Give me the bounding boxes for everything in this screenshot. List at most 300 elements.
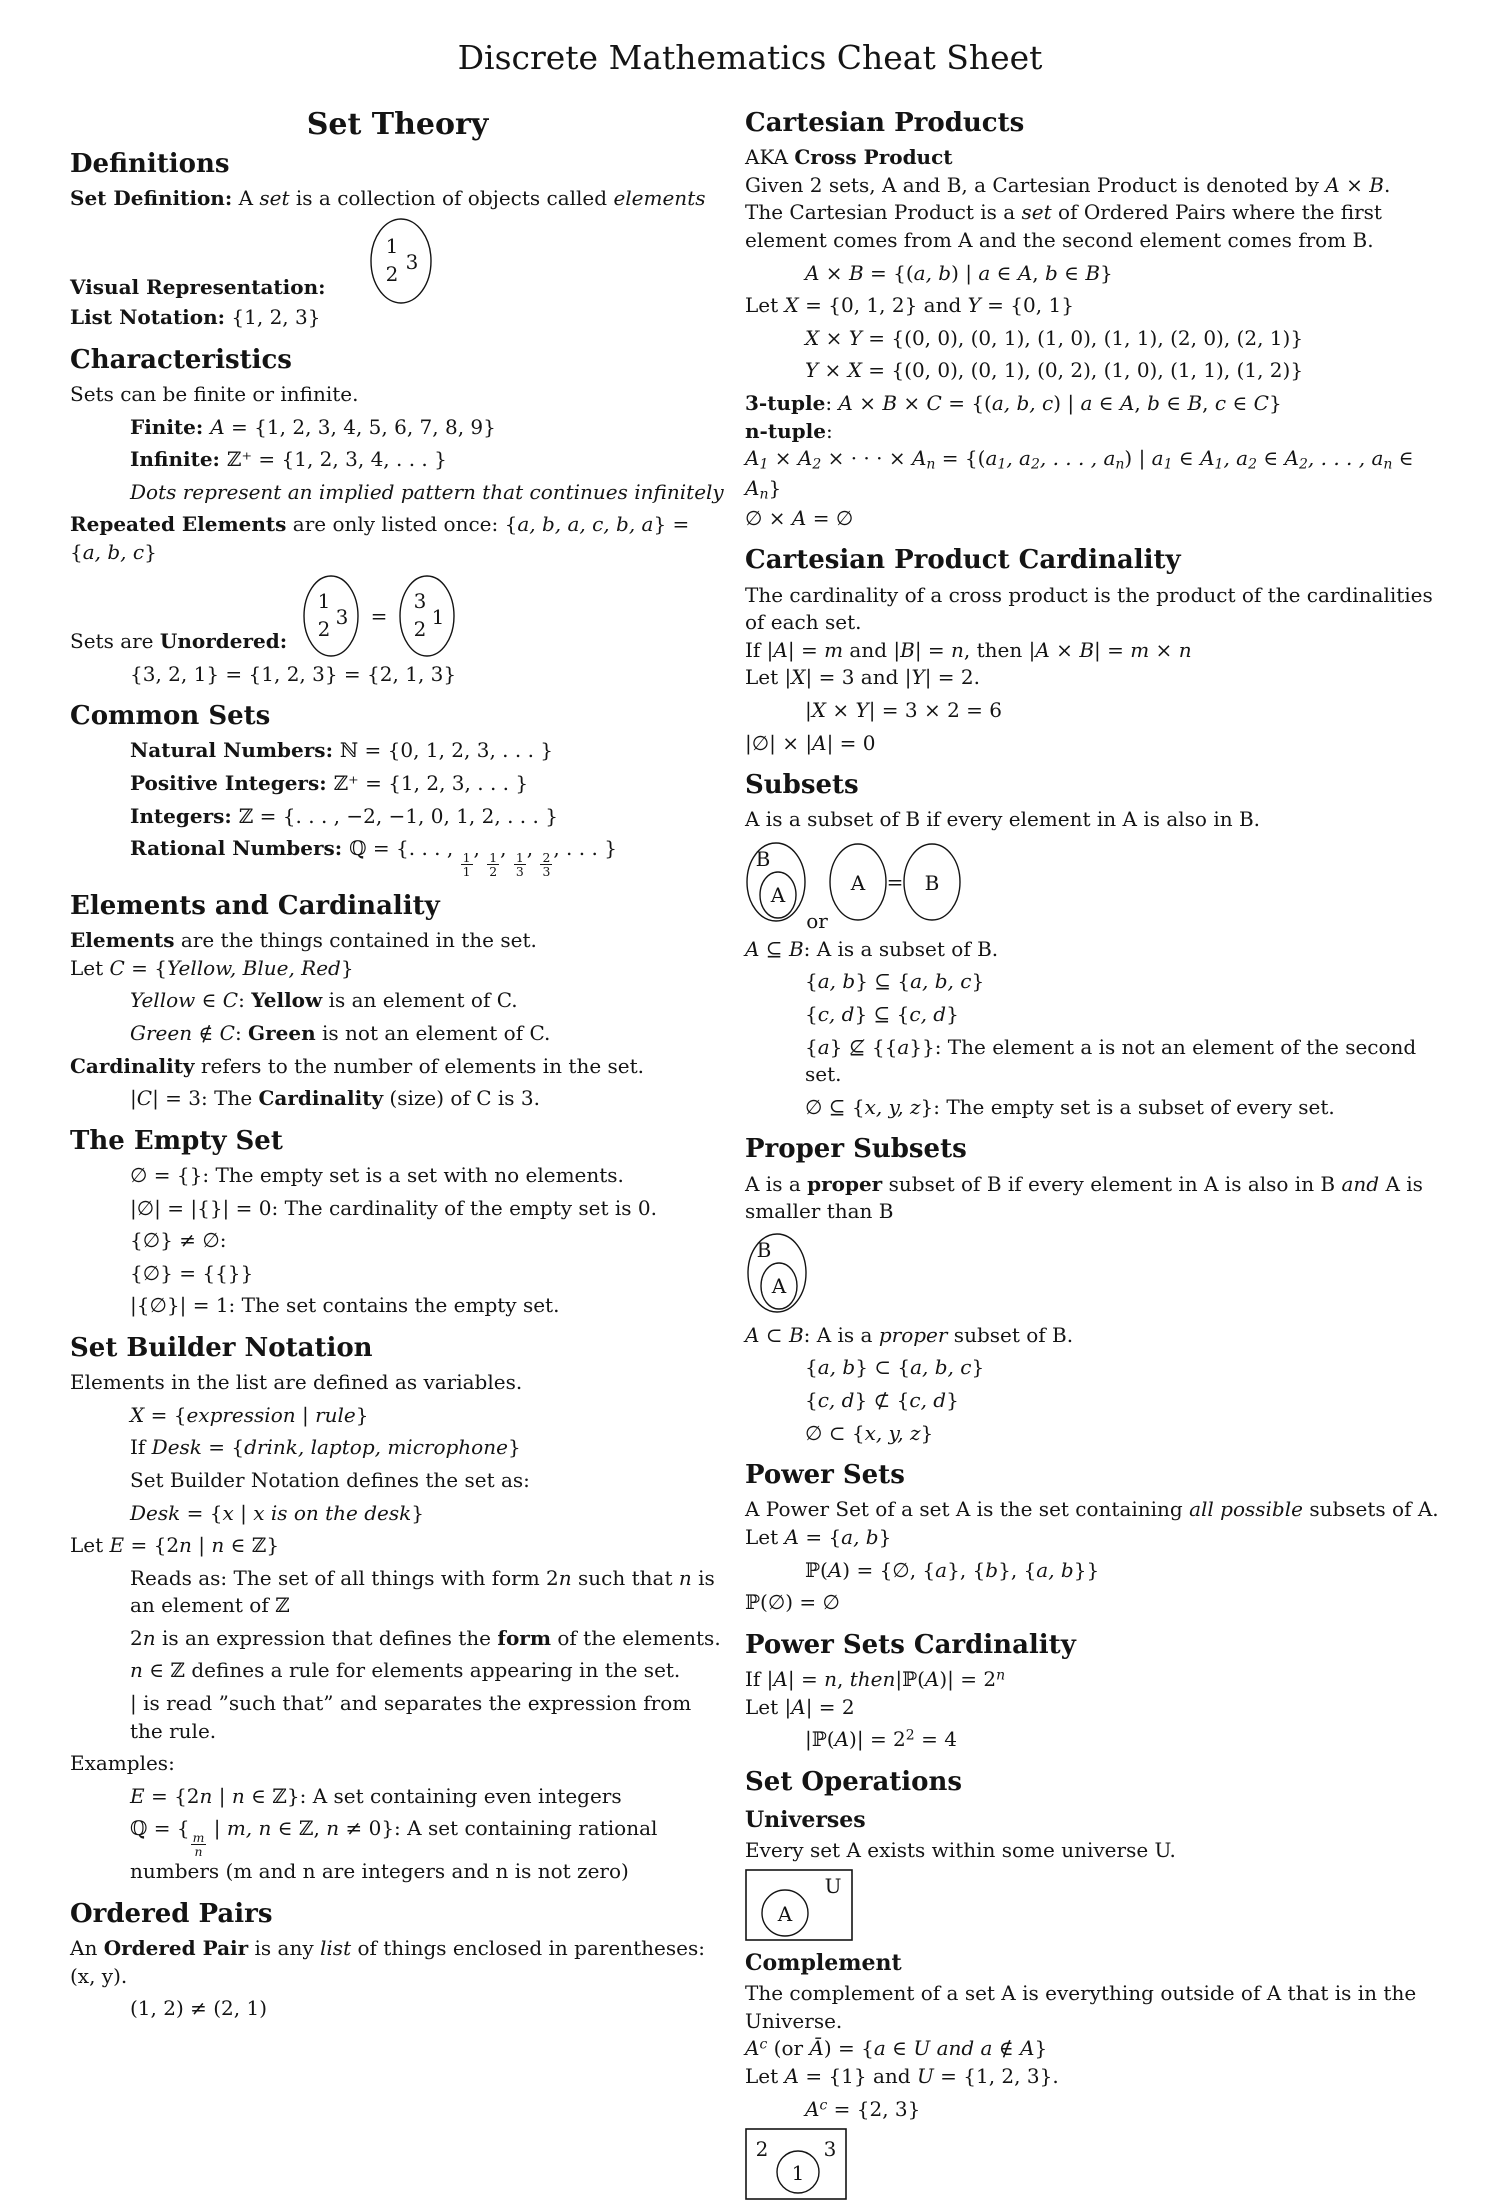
text-segment: An <box>70 1936 104 1961</box>
text-segment: ∈ <box>1226 390 1254 415</box>
fraction-denominator: 2 <box>489 864 498 880</box>
text-segment: ≠ 0}: A set containing rational numbers (m and n are integers and n is not zero) <box>130 1816 658 1884</box>
text-segment: B <box>1187 390 1203 415</box>
text-segment: } <box>946 1002 959 1027</box>
text-segment: : <box>234 1021 249 1045</box>
text-line <box>70 927 725 955</box>
left-column <box>70 108 725 2028</box>
text-segment: : <box>825 418 833 443</box>
section-heading-proper-subsets: Proper Subsets <box>745 1134 967 1165</box>
text-segment: Desk <box>151 1435 202 1460</box>
text-segment: Y <box>848 325 862 350</box>
text-segment: Positive Integers: <box>130 771 334 795</box>
text-segment: Let <box>70 955 110 980</box>
text-segment: x <box>222 1500 234 1525</box>
text-segment: }, { <box>947 1557 986 1582</box>
text-line <box>745 418 1445 446</box>
text-segment: m <box>824 637 844 662</box>
text-line <box>745 1694 1445 1722</box>
text-segment: = {( <box>863 260 914 285</box>
text-segment: a, b, a, c, b, a <box>517 512 654 537</box>
text-segment: }} <box>1073 1557 1100 1582</box>
text-segment: ∈ <box>1392 446 1414 471</box>
text-segment: 2 <box>1030 456 1040 473</box>
text-segment: , <box>526 836 540 861</box>
text-segment: |ℙ( <box>805 1727 835 1752</box>
text-segment: b <box>985 1557 999 1582</box>
fraction <box>514 851 526 878</box>
text-segment: A <box>838 390 853 415</box>
section-heading-set-builder-notation: Set Builder Notation <box>70 1332 373 1363</box>
text-segment: } <box>1268 390 1282 415</box>
section-heading-common-sets: Common Sets <box>70 701 271 732</box>
text-segment: Yellow, Blue, Red <box>167 955 341 980</box>
text-line <box>130 1227 725 1255</box>
svg-text:2: 2 <box>413 616 427 641</box>
text-segment: | <box>207 1816 227 1841</box>
text-segment: × <box>768 446 798 471</box>
text-line <box>745 1171 1445 1226</box>
text-segment: n <box>926 456 936 473</box>
text-segment: B <box>900 637 915 662</box>
text-segment: ) | <box>951 260 979 285</box>
text-segment: B <box>1085 260 1101 285</box>
text-segment: Rational Numbers: <box>130 836 350 861</box>
text-segment: ∈ <box>885 2036 914 2061</box>
figure-label <box>70 274 326 302</box>
text-segment: Elements <box>70 928 175 953</box>
text-segment: Let <box>745 2064 785 2089</box>
text-segment: 1 <box>1163 456 1173 473</box>
text-line <box>70 1935 725 1990</box>
text-segment: m, n <box>226 1816 272 1841</box>
text-segment: C <box>219 1021 235 1045</box>
text-segment: n <box>824 1666 837 1691</box>
text-segment: A <box>1020 2036 1035 2061</box>
text-segment: , <box>1134 390 1148 415</box>
text-segment: = {0, 1} <box>980 293 1074 318</box>
text-segment: A <box>745 1322 760 1347</box>
text-segment: The cardinality of a cross product is the product of the cardinalities of each set. <box>745 582 1433 635</box>
text-segment: x, y, z <box>864 1420 921 1445</box>
text-segment: Elements in the list are defined as variables. <box>70 1370 523 1395</box>
text-segment: A <box>791 1694 806 1719</box>
figure-label <box>70 628 287 656</box>
text-segment: is any <box>248 1936 321 1961</box>
text-segment: | = 3: The <box>152 1086 259 1111</box>
text-segment: a, b <box>913 260 952 285</box>
subset-venn-icon <box>745 838 967 932</box>
text-segment: Sets can be finite or infinite. <box>70 382 359 407</box>
text-segment: = { <box>124 955 168 980</box>
nested-diagram <box>745 1230 1445 1318</box>
text-segment: , <box>836 1666 850 1691</box>
text-segment: C <box>136 1086 153 1111</box>
text-segment: A <box>1119 390 1135 415</box>
text-segment: m <box>1130 637 1150 662</box>
text-segment: × · · · × <box>821 446 912 471</box>
text-line <box>70 381 725 409</box>
text-segment: X <box>130 1402 145 1427</box>
text-segment: } <box>340 955 354 980</box>
text-segment: 2 <box>812 456 822 473</box>
text-segment: all possible <box>1189 1497 1303 1522</box>
text-line <box>70 511 725 566</box>
text-segment: A <box>745 475 760 500</box>
text-segment: | = 0 <box>826 730 876 755</box>
text-segment: ℤ = {. . . , −2, −1, 0, 1, 2, . . . } <box>238 803 558 828</box>
text-line <box>745 582 1445 637</box>
text-line <box>130 1565 725 1620</box>
svg-text:B: B <box>924 870 940 895</box>
text-segment: | = 2 <box>805 1694 855 1719</box>
text-segment: 1 <box>759 456 769 473</box>
text-segment: , . . . , a <box>1039 446 1116 471</box>
section-elements-and-cardinality <box>70 891 725 1113</box>
text-segment: n <box>142 1625 156 1650</box>
svg-text:B: B <box>756 1237 772 1262</box>
section-subsets <box>745 770 1445 1121</box>
text-segment: } ⊂ { <box>855 1355 911 1380</box>
fraction <box>461 851 473 878</box>
text-segment: = ∅ <box>806 505 854 530</box>
text-segment: Y <box>805 358 819 383</box>
text-segment: = {(0, 0), (0, 1), (1, 0), (1, 1), (2, 0), (2, 1)} <box>861 325 1304 350</box>
text-line <box>745 1589 1445 1617</box>
text-segment: A <box>773 1666 788 1691</box>
text-segment: } <box>971 969 985 994</box>
text-line <box>130 1657 725 1685</box>
text-segment: = {( <box>935 446 986 471</box>
text-segment: Finite: <box>130 414 211 439</box>
text-segment: X <box>791 665 806 690</box>
text-segment: If | <box>745 1666 774 1691</box>
text-line <box>130 446 725 474</box>
fraction-numerator: 1 <box>489 850 498 865</box>
text-segment: {3, 2, 1} = {1, 2, 3} = {2, 1, 3} <box>130 661 457 686</box>
text-segment: )| = 2 <box>849 1727 906 1752</box>
text-segment: : <box>825 390 839 415</box>
text-line <box>805 1034 1445 1089</box>
text-segment: are the things contained in the set. <box>174 928 537 953</box>
text-segment: a <box>978 260 991 285</box>
text-segment: Every set A exists within some universe U. <box>745 1838 1176 1863</box>
svg-text:A: A <box>777 1901 793 1926</box>
text-line <box>130 1292 725 1320</box>
text-segment: × <box>818 358 848 383</box>
text-segment: subsets of A. <box>1302 1497 1439 1522</box>
text-line <box>130 1402 725 1430</box>
section-proper-subsets <box>745 1134 1445 1447</box>
text-line <box>130 835 725 878</box>
fraction-denominator: 3 <box>542 864 551 880</box>
text-segment: and <box>1341 1171 1380 1196</box>
text-segment: } = { <box>70 512 690 565</box>
text-segment: ∈ <box>195 988 223 1013</box>
text-segment: : A is a subset of B. <box>803 936 999 961</box>
text-line <box>805 1354 1445 1382</box>
text-segment: ∉ <box>192 1021 220 1045</box>
right-column-sections <box>745 108 1445 2200</box>
text-segment: } <box>878 1524 892 1549</box>
text-line <box>70 304 725 332</box>
text-segment: (size) of C is 3. <box>383 1086 540 1111</box>
text-segment: If <box>130 1435 152 1460</box>
section-heading-elements-and-cardinality: Elements and Cardinality <box>70 891 440 922</box>
text-line <box>70 1750 725 1778</box>
text-segment: Yellow <box>251 988 323 1013</box>
fraction-numerator: 1 <box>515 850 524 865</box>
text-segment: , . . . } <box>553 836 617 861</box>
section-heading-subsets: Subsets <box>745 770 859 801</box>
text-segment: a <box>935 1557 948 1582</box>
text-segment: is an element of C. <box>322 988 518 1013</box>
set-circle-icon <box>336 215 466 307</box>
ellipse3-diagram <box>70 215 725 301</box>
text-segment: Given 2 sets, A and B, a Cartesian Product is denoted by <box>745 172 1326 197</box>
text-segment: ∈ <box>1172 446 1201 471</box>
text-segment: ∈ <box>990 260 1018 285</box>
text-segment: n <box>231 1783 245 1808</box>
complement-icon <box>745 2128 847 2200</box>
text-segment: { <box>805 1034 818 1059</box>
text-segment: expression <box>186 1402 296 1427</box>
text-segment: ℙ( <box>805 1557 828 1582</box>
text-segment: ∈ ℤ} <box>224 1533 280 1558</box>
text-segment: is a collection of objects called <box>289 185 614 210</box>
text-segment: A <box>1325 172 1340 197</box>
text-segment: are only listed once: { <box>286 512 518 537</box>
svg-text:or: or <box>806 908 828 932</box>
text-segment: Let <box>745 293 785 318</box>
text-line <box>130 1783 725 1811</box>
fraction <box>540 851 552 878</box>
text-segment: a, b <box>817 969 856 994</box>
text-segment: ∈ ℤ}: A set containing even integers <box>244 1783 622 1808</box>
svg-text:=: = <box>370 603 388 628</box>
section-power-sets-cardinality <box>745 1630 1445 1754</box>
text-segment: a <box>873 2036 886 2061</box>
text-line <box>745 2063 1445 2091</box>
text-segment: Sets are <box>70 629 160 654</box>
text-line <box>745 1837 1445 1865</box>
text-segment: × <box>1049 637 1080 662</box>
text-segment: C <box>926 390 942 415</box>
text-segment: n <box>326 1816 340 1841</box>
text-segment: Set Builder Notation defines the set as: <box>130 1467 530 1492</box>
text-line <box>805 968 1445 996</box>
text-segment: : <box>238 988 252 1013</box>
svg-text:B: B <box>755 846 771 871</box>
text-segment: n <box>558 1565 572 1590</box>
text-segment: Cross Product <box>794 145 953 170</box>
page-title: Discrete Mathematics Cheat Sheet <box>457 38 1043 77</box>
subset-venn-diagram <box>745 838 1445 932</box>
text-segment: n <box>951 637 964 662</box>
text-segment: rule <box>315 1402 356 1427</box>
text-segment: | = 3 × 2 = 6 <box>868 697 1003 722</box>
text-segment: A <box>210 414 225 439</box>
text-segment: n <box>211 1533 225 1558</box>
text-segment: } <box>507 1435 521 1460</box>
text-segment: | <box>212 1783 232 1808</box>
text-segment: Examples: <box>70 1751 175 1776</box>
text-line <box>745 445 1445 505</box>
text-segment: Y <box>855 697 869 722</box>
fraction-numerator: m <box>192 1830 205 1846</box>
section-universes <box>745 1807 1445 1941</box>
text-line <box>130 1815 725 1885</box>
section-heading-definitions: Definitions <box>70 148 230 179</box>
text-segment: Reads as: The set of all things with form 2 <box>130 1565 559 1590</box>
ellipse3-figure <box>336 215 466 307</box>
text-segment: A <box>911 446 927 471</box>
text-segment: proper <box>807 1171 883 1196</box>
text-segment: } <box>144 540 157 565</box>
text-segment: A <box>745 2036 760 2061</box>
text-segment: ) | <box>1053 390 1081 415</box>
text-line <box>130 1162 725 1190</box>
text-segment: ) | <box>1124 446 1152 471</box>
svg-text:U: U <box>824 1873 842 1898</box>
text-segment: If | <box>745 637 774 662</box>
text-segment: | <box>805 697 812 722</box>
text-line <box>130 737 725 765</box>
text-segment: proper <box>878 1322 948 1347</box>
text-line <box>745 664 1445 692</box>
text-segment: The complement of a set A is everything outside of A that is in the Universe. <box>745 1981 1417 2033</box>
text-line <box>130 661 725 689</box>
section-heading-power-sets-cardinality: Power Sets Cardinality <box>745 1629 1076 1660</box>
text-segment: C <box>1253 390 1269 415</box>
text-segment: , then | <box>963 637 1036 662</box>
text-segment: × <box>897 390 927 415</box>
text-segment: A <box>1017 260 1033 285</box>
text-segment: ∈ <box>1092 390 1120 415</box>
text-segment: × <box>826 697 856 722</box>
text-segment: a, b, c <box>910 1355 972 1380</box>
text-segment: | <box>233 1500 254 1525</box>
section-heading-cartesian-products: Cartesian Products <box>745 108 1025 138</box>
text-segment: form <box>497 1625 551 1650</box>
text-segment: X <box>847 358 862 383</box>
text-segment: } <box>1100 260 1113 285</box>
text-line <box>70 955 725 983</box>
text-segment: | <box>191 1533 212 1558</box>
text-segment: refers to the number of elements in the set. <box>194 1053 645 1078</box>
text-segment: × <box>852 390 883 415</box>
text-segment: = {0, 1, 2} and <box>798 293 968 318</box>
text-segment: Repeated Elements <box>70 512 287 537</box>
text-segment: 2 <box>1248 456 1257 473</box>
text-segment: | = 3 and | <box>805 665 912 690</box>
text-segment: and <box>936 2036 975 2061</box>
svg-text:2: 2 <box>385 262 398 287</box>
section-heading-complement: Complement <box>745 1949 902 1976</box>
text-line <box>130 1625 725 1653</box>
text-segment: A <box>784 1524 799 1549</box>
text-segment: subset of B if every element in A is also in B <box>882 1171 1342 1196</box>
universe-diagram <box>745 1869 1445 1941</box>
text-segment: ∈ ℤ, <box>271 1816 327 1841</box>
text-segment: Unordered: <box>159 629 288 654</box>
text-line <box>805 2096 1445 2124</box>
text-segment: A <box>791 505 807 530</box>
text-segment: A <box>797 446 813 471</box>
text-line <box>745 172 1445 200</box>
text-segment: A <box>784 2064 799 2089</box>
svg-text:A: A <box>770 882 786 907</box>
text-segment: | is read ”such that” and separates the expression from the rule. <box>130 1691 692 1743</box>
text-segment: A <box>924 1666 940 1691</box>
text-segment: ⊆ <box>759 936 789 961</box>
text-segment: a <box>980 2036 993 2061</box>
text-segment: × <box>819 260 849 285</box>
text-segment: a, b, c <box>82 540 145 565</box>
text-segment: c, d <box>817 1002 855 1027</box>
text-segment: Let <box>70 1533 110 1558</box>
complement-diagram <box>745 2128 1445 2200</box>
text-segment: elements <box>613 185 706 210</box>
text-segment: = {2 <box>144 1783 200 1808</box>
text-segment: of Ordered Pairs where the first element comes from A and the second element comes from B. <box>745 200 1382 252</box>
text-segment: } <box>411 1500 425 1525</box>
text-segment: 3-tuple <box>745 390 826 415</box>
text-segment: AKA <box>745 145 795 170</box>
text-segment: A <box>827 1557 843 1582</box>
text-line <box>805 1726 1445 1754</box>
text-segment: = {2 <box>124 1533 180 1558</box>
text-segment: Green <box>248 1021 316 1045</box>
text-segment: Let | <box>745 1694 792 1719</box>
text-segment: ℕ = {0, 1, 2, 3, . . . } <box>339 738 554 763</box>
text-segment: = {1, 2, 3, 4, 5, 6, 7, 8, 9} <box>224 414 496 439</box>
text-segment: c <box>1214 390 1227 415</box>
text-segment: Dots represent an implied pattern that continues infinitely <box>130 479 724 504</box>
text-line <box>805 1094 1445 1122</box>
text-segment: , a <box>1006 446 1031 471</box>
text-segment: ℙ(∅) = ∅ <box>745 1590 840 1615</box>
text-segment: { <box>805 1002 818 1027</box>
svg-text:3: 3 <box>413 588 427 613</box>
text-segment: Y <box>967 293 981 318</box>
text-segment: { <box>805 1388 818 1412</box>
text-segment: Let <box>745 1524 785 1549</box>
text-segment: Set Definition: <box>70 185 233 210</box>
text-segment: of things enclosed in parentheses: (x, y). <box>70 1936 705 1988</box>
text-segment: A <box>834 1727 850 1752</box>
text-segment: Visual Representation: <box>70 274 326 299</box>
text-segment: c, d <box>909 1002 947 1027</box>
text-line <box>70 185 725 213</box>
fraction-denominator: n <box>191 1844 207 1858</box>
text-line <box>805 1001 1445 1029</box>
text-segment: a <box>1080 390 1093 415</box>
left-column-sections <box>70 149 725 2023</box>
text-line <box>130 987 725 1015</box>
text-segment: | <box>130 1086 137 1111</box>
fraction <box>487 851 499 878</box>
text-segment: n <box>179 1533 192 1558</box>
text-segment: n-tuple <box>745 418 826 443</box>
unordered-sets-icon <box>297 570 487 662</box>
text-segment: , . . . , a <box>1307 446 1384 471</box>
text-line <box>130 1434 725 1462</box>
text-segment: | = 2. <box>924 665 980 690</box>
text-segment: X <box>811 697 826 722</box>
text-segment: 2 <box>1298 456 1308 473</box>
fraction-denominator: 3 <box>515 864 524 880</box>
